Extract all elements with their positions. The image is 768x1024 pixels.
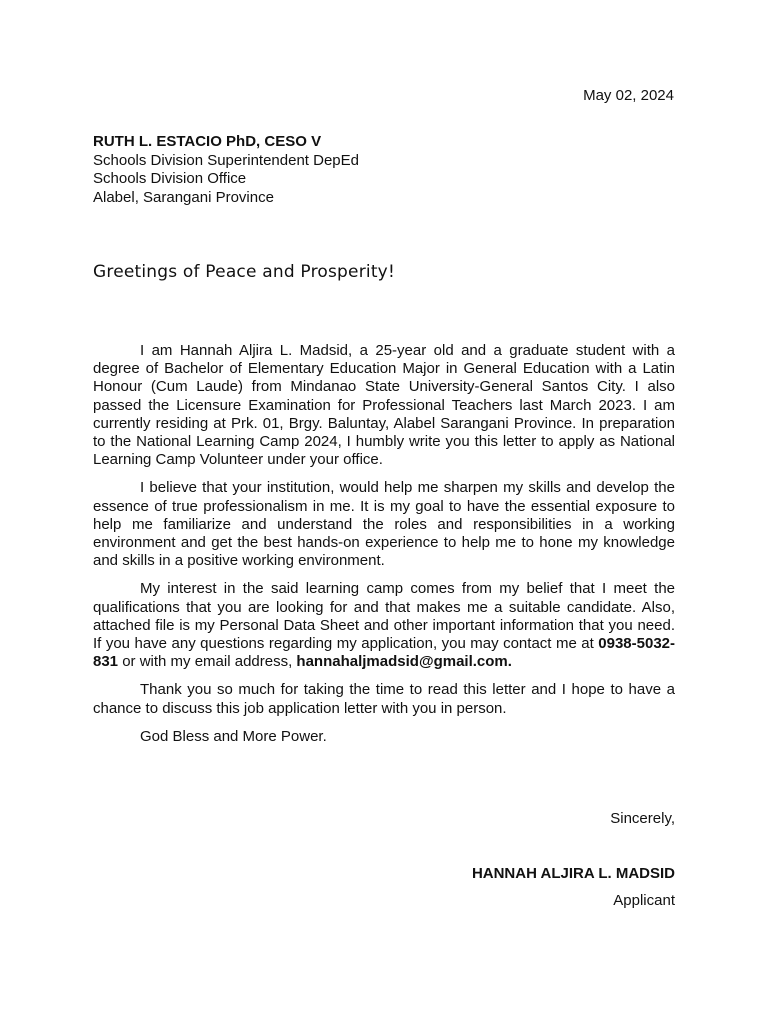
recipient-name: RUTH L. ESTACIO PhD, CESO V xyxy=(93,133,322,150)
paragraph-thanks: Thank you so much for taking the time to read this letter and I hope to have a chance to discuss this job application letter with you in person. xyxy=(93,681,675,717)
paragraph-motivation: I believe that your institution, would help me sharpen my skills and develop the essence of true professionalism in me. It is my goal to have the essential exposure to help me familiarize and understand the roles and responsibilities in a working environment and get the best hands-on experience to help me to hone my knowledge and skills in a positive working environment. xyxy=(93,479,675,570)
email-address: hannahaljmadsid@gmail.com. xyxy=(296,653,512,671)
paragraph-contact-mid: or with my email address, xyxy=(118,653,297,671)
signature-block xyxy=(472,864,675,911)
recipient-office: Schools Division Office xyxy=(93,170,247,187)
paragraph-introduction: I am Hannah Aljira L. Madsid, a 25-year old and a graduate student with a degree of Bachelor of Elementary Education Major in General Education with a Latin Honour (Cum Laude) from Mindanao State University-General Santos City. I also passed the Licensure Examination for Professional Teachers last March 2023. I am currently residing at Prk. 01, Brgy. Baluntay, Alabel Sarangani Province. In preparation to the National Learning Camp 2024, I humbly write you this letter to apply as National Learning Camp Volunteer under your office. xyxy=(93,342,675,469)
letter-date: May 02, 2024 xyxy=(583,87,674,104)
closing-salutation: Sincerely, xyxy=(610,810,675,827)
greeting: Greetings of Peace and Prosperity! xyxy=(93,262,395,282)
paragraph-contact xyxy=(93,580,675,671)
recipient-position: Schools Division Superintendent DepEd xyxy=(93,151,359,169)
recipient-address: Alabel, Sarangani Province xyxy=(93,188,274,206)
paragraph-contact-text: My interest in the said learning camp comes from my belief that I meet the qualifications that you are looking for and that makes me a suitable candidate. Also, attached file is my Personal Data Sheet and other important information that you need. If you have any questions regarding my application, you may contact me at xyxy=(93,580,675,653)
letter-body xyxy=(93,342,675,756)
paragraph-blessing: God Bless and More Power. xyxy=(140,727,327,745)
phone-number: 0938-5032-831 xyxy=(93,635,675,671)
signer-role: Applicant xyxy=(613,892,675,909)
recipient-block xyxy=(93,133,675,207)
signer-name: HANNAH ALJIRA L. MADSID xyxy=(471,865,675,882)
